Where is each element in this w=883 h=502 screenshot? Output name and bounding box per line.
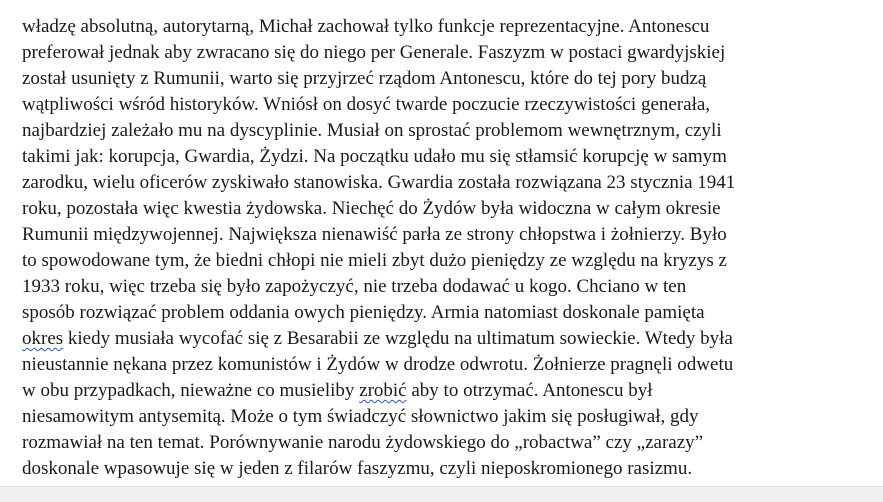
paragraph-line[interactable]: wątpliwości wśród historyków. Wniósł on dosyć twarde poczucie rzeczywistości generała, xyxy=(22,94,711,115)
line-text: aby to otrzymać. Antonescu był xyxy=(406,380,653,401)
paragraph-line[interactable]: 1933 roku, więc trzeba się było zapożyczyć, nie trzeba dodawać u kogo. Chciano w ten xyxy=(22,276,687,297)
paragraph-line[interactable]: zarodku, wielu oficerów zyskiwało stanowiska. Gwardia została rozwiązana 23 stycznia 1941 xyxy=(22,172,736,193)
paragraph-line[interactable]: niesamowitym antysemitą. Może o tym świadczyć słownictwo jakim się posługiwał, gdy xyxy=(22,406,699,427)
horizontal-scrollbar[interactable] xyxy=(0,486,883,502)
paragraph-line[interactable]: takimi jak: korupcja, Gwardia, Żydzi. Na początku udało mu się stłamsić korupcję w samym xyxy=(22,146,727,167)
spellcheck-flagged-word[interactable]: zrobić xyxy=(359,380,407,401)
paragraph-line[interactable]: preferował jednak aby zwracano się do niego per Generale. Faszyzm w postaci gwardyjskiej xyxy=(22,42,726,63)
paragraph-line[interactable]: doskonale wpasowuje się w jeden z filarów faszyzmu, czyli nieposkromionego rasizmu. xyxy=(22,458,693,479)
paragraph-line[interactable] xyxy=(22,378,653,404)
paragraph-line[interactable]: roku, pozostała więc kwestia żydowska. Niechęć do Żydów była widoczna w całym okresie xyxy=(22,198,721,219)
paragraph-line[interactable]: nieustannie nękana przez komunistów i Żydów w drodze odwrotu. Żołnierze pragnęli odwetu xyxy=(22,354,734,375)
line-text: kiedy musiała wycofać się z Besarabii ze względu na ultimatum sowieckie. Wtedy była xyxy=(63,328,733,349)
paragraph-line[interactable]: władzę absolutną, autorytarną, Michał zachował tylko funkcje reprezentacyjne. Antonescu xyxy=(22,16,710,37)
line-text: w obu przypadkach, nieważne co musieliby xyxy=(22,380,360,401)
paragraph-line[interactable] xyxy=(22,326,733,352)
spellcheck-flagged-word[interactable]: okres xyxy=(22,328,64,349)
paragraph-line[interactable]: to spowodowane tym, że biedni chłopi nie mieli zbyt dużo pieniędzy ze względu na kryzys z xyxy=(22,250,727,271)
paragraph-line[interactable]: Rumunii międzywojennej. Największa nienawiść parła ze strony chłopstwa i żołnierzy. Było xyxy=(22,224,727,245)
paragraph-line[interactable]: rozmawiał na ten temat. Porównywanie narodu żydowskiego do „robactwa” czy „zarazy” xyxy=(22,432,704,453)
paragraph-line[interactable]: sposób rozwiązać problem oddania owych pieniędzy. Armia natomiast doskonale pamięta xyxy=(22,302,705,323)
paragraph-line[interactable]: najbardziej zależało mu na dyscyplinie. Musiał on sprostać problemom wewnętrznym, czyli xyxy=(22,120,722,141)
paragraph-line[interactable]: został usunięty z Rumunii, warto się przyjrzeć rządom Antonescu, które do tej pory budzą xyxy=(22,68,707,89)
